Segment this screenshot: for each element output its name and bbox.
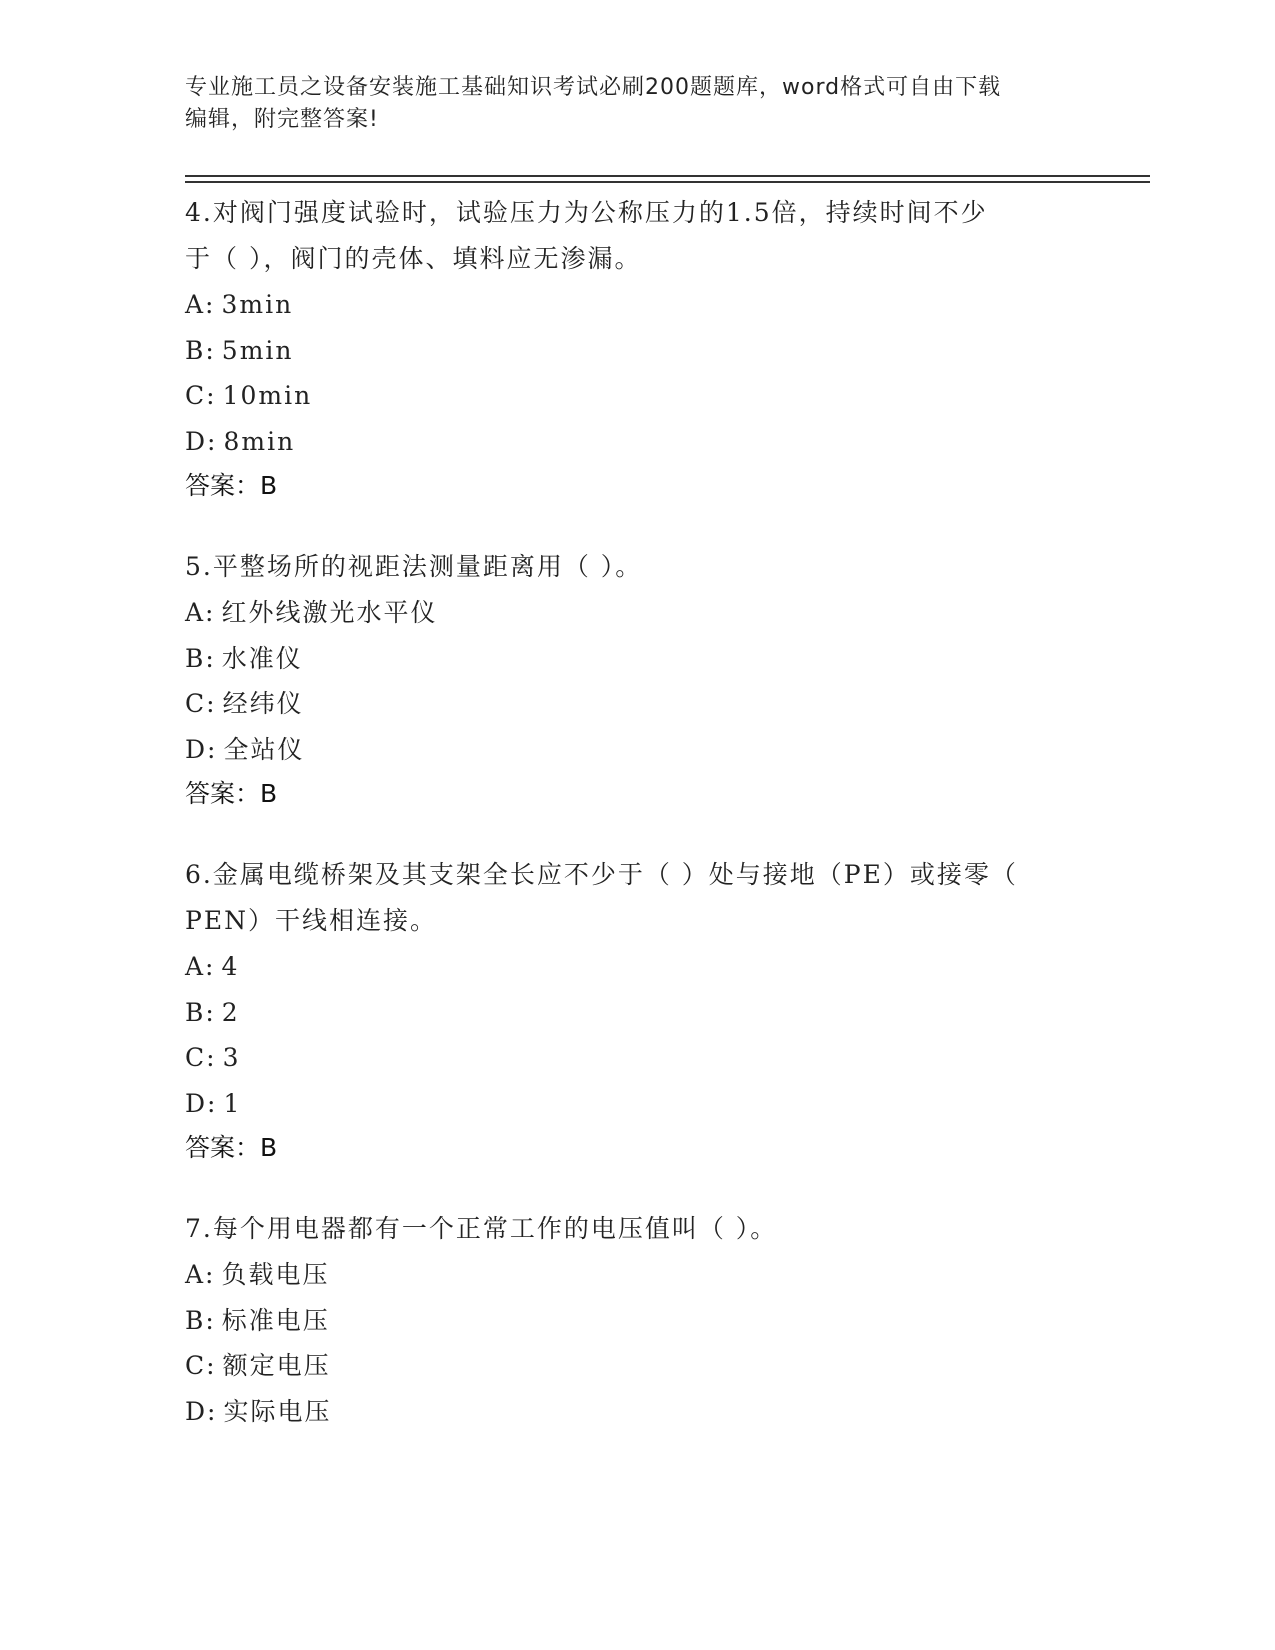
option-text: 负载电压 xyxy=(221,1260,330,1289)
option-text: 3min xyxy=(221,290,294,319)
question-6 xyxy=(185,852,1085,1170)
option-key: B: xyxy=(185,643,216,673)
option-key: B: xyxy=(185,335,216,365)
option-b xyxy=(185,990,1085,1036)
option-text: 1 xyxy=(223,1088,242,1118)
option-a xyxy=(185,1252,1085,1298)
question-list xyxy=(185,190,1085,1470)
question-4 xyxy=(185,190,1085,508)
option-key: C: xyxy=(185,1043,217,1072)
option-key: D: xyxy=(185,426,218,456)
option-key: A: xyxy=(185,598,216,627)
option-key: C: xyxy=(185,1351,217,1380)
header-line-2: 编辑，附完整答案! xyxy=(185,107,379,132)
option-text: 10min xyxy=(222,381,313,410)
option-text: 5min xyxy=(221,335,294,365)
option-text: 经纬仪 xyxy=(222,689,304,718)
option-text: 8min xyxy=(223,426,296,456)
option-text: 水准仪 xyxy=(221,643,303,673)
option-key: B: xyxy=(185,1305,216,1335)
option-d xyxy=(185,727,1085,773)
option-c xyxy=(185,681,1085,727)
question-7 xyxy=(185,1206,1085,1434)
header-divider-top xyxy=(185,175,1150,177)
option-key: D: xyxy=(185,1396,218,1426)
question-5 xyxy=(185,544,1085,816)
option-d xyxy=(185,1389,1085,1435)
option-key: D: xyxy=(185,1088,218,1118)
question-stem-line: 5.平整场所的视距法测量距离用（ ）。 xyxy=(185,552,643,581)
option-key: C: xyxy=(185,689,217,718)
option-text: 3 xyxy=(222,1043,241,1072)
option-text: 额定电压 xyxy=(222,1351,331,1380)
option-text: 4 xyxy=(221,952,240,981)
option-key: C: xyxy=(185,381,217,410)
option-text: 全站仪 xyxy=(223,734,305,764)
option-d xyxy=(185,419,1085,465)
option-a xyxy=(185,944,1085,990)
answer-label: 答案：B xyxy=(185,779,278,808)
answer-label: 答案：B xyxy=(185,471,278,500)
option-d xyxy=(185,1081,1085,1127)
document-header xyxy=(185,72,1085,136)
option-key: A: xyxy=(185,952,216,981)
option-c xyxy=(185,1343,1085,1389)
option-text: 实际电压 xyxy=(223,1396,332,1426)
question-stem-line: 7.每个用电器都有一个正常工作的电压值叫（ ）。 xyxy=(185,1214,778,1243)
option-text: 2 xyxy=(221,997,240,1027)
option-key: A: xyxy=(185,1260,216,1289)
question-stem-line: PEN）干线相连接。 xyxy=(185,906,437,935)
header-divider-bottom xyxy=(185,181,1150,183)
option-c xyxy=(185,373,1085,419)
question-stem-line: 于（ ），阀门的壳体、填料应无渗漏。 xyxy=(185,244,642,273)
option-b xyxy=(185,328,1085,374)
question-stem-line: 4.对阀门强度试验时，试验压力为公称压力的1.5倍，持续时间不少 xyxy=(185,198,988,227)
answer-label: 答案：B xyxy=(185,1133,278,1162)
option-b xyxy=(185,636,1085,682)
option-key: D: xyxy=(185,734,218,764)
option-text: 标准电压 xyxy=(221,1305,330,1335)
question-stem-line: 6.金属电缆桥架及其支架全长应不少于（ ）处与接地（PE）或接零（ xyxy=(185,860,1018,889)
option-key: A: xyxy=(185,290,216,319)
option-a xyxy=(185,590,1085,636)
option-b xyxy=(185,1298,1085,1344)
option-c xyxy=(185,1035,1085,1081)
option-text: 红外线激光水平仪 xyxy=(221,598,438,627)
header-line-1: 专业施工员之设备安装施工基础知识考试必刷200题题库，word格式可自由下载 xyxy=(185,75,1002,100)
option-key: B: xyxy=(185,997,216,1027)
option-a xyxy=(185,282,1085,328)
